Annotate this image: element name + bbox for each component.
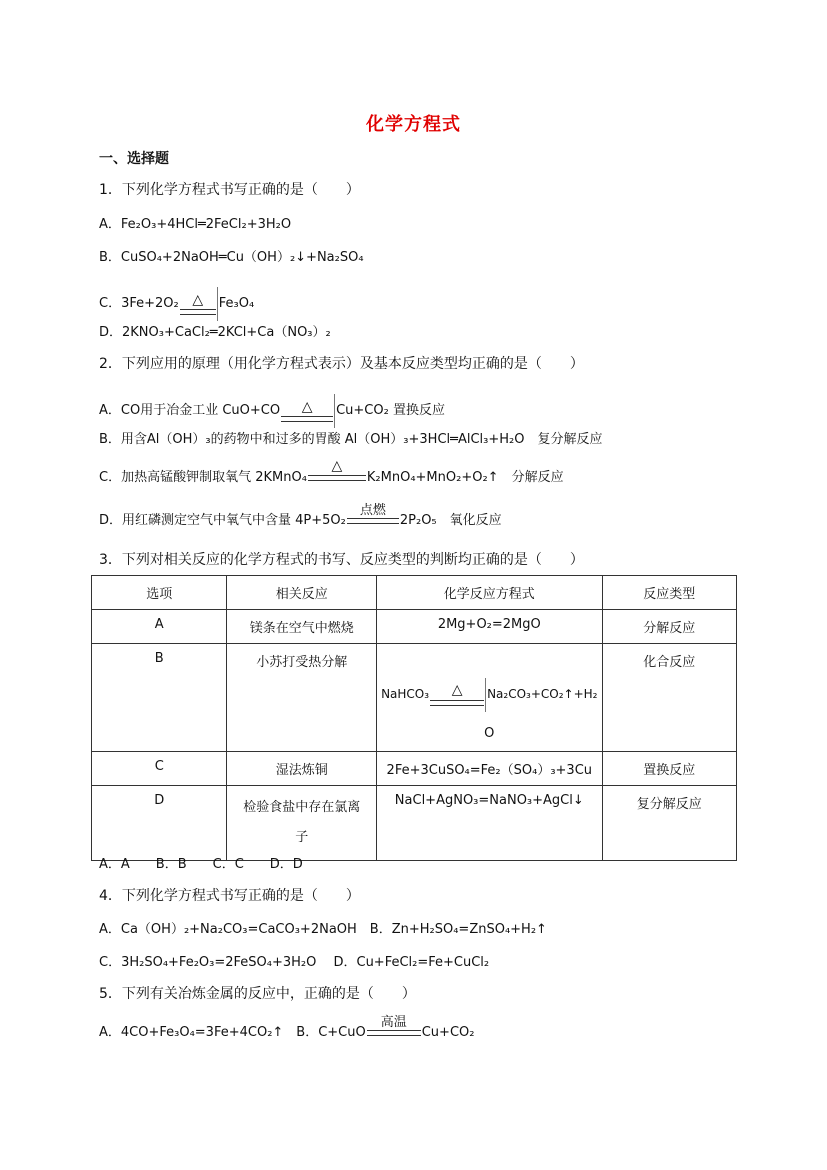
q2-c-products: K₂MnO₄+MnO₂+O₂↑ 分解反应 (366, 470, 564, 485)
cell-option: A (92, 610, 227, 644)
q5-stem: 5．下列有关冶炼金属的反应中，正确的是（ ） (99, 986, 416, 1002)
q1-c-reactants: C．3Fe+2O₂ (99, 296, 179, 311)
cell-option: B (92, 644, 227, 752)
page-title: 化学方程式 (366, 114, 461, 135)
section-heading: 一、选择题 (99, 151, 169, 167)
q4-stem: 4．下列化学方程式书写正确的是（ ） (99, 888, 360, 904)
cell-type: 分解反应 (602, 610, 737, 644)
cell-equation: 2Fe+3CuSO₄=Fe₂（SO₄）₃+3Cu (377, 752, 602, 786)
heat-symbol: △ (331, 458, 343, 474)
reaction-condition (347, 503, 399, 530)
header-equation: 化学反应方程式 (377, 576, 602, 610)
heat-symbol: △ (451, 681, 463, 698)
eq-wrap: O (484, 725, 495, 741)
q2-d-reactants: D．用红磷测定空气中氧气中含量 4P+5O₂ (99, 513, 346, 528)
q2-a-products: Cu+CO₂ 置换反应 (336, 403, 445, 418)
cell-type: 复分解反应 (602, 786, 737, 861)
cell-equation: 2Mg+O₂=2MgO (377, 610, 602, 644)
q1-option-c (99, 287, 254, 321)
table-row (92, 610, 737, 644)
q4-options-cd: C．3H₂SO₄+Fe₂O₃=2FeSO₄+3H₂O D．Cu+FeCl₂=Fe+CuCl₂ (99, 955, 490, 970)
cell-type: 化合反应 (602, 644, 737, 752)
q5-option-a: A．4CO+Fe₃O₄=3Fe+4CO₂↑ B．C+CuO (99, 1025, 366, 1040)
heat-symbol: △ (301, 399, 313, 415)
table-row (92, 644, 737, 752)
q4-options-ab: A．Ca（OH）₂+Na₂CO₃=CaCO₃+2NaOH B．Zn+H₂SO₄=ZnSO₄+H₂↑ (99, 922, 547, 937)
cell-type: 置换反应 (602, 752, 737, 786)
q2-option-d (99, 503, 502, 530)
header-reaction: 相关反应 (227, 576, 377, 610)
q3-table (91, 575, 737, 861)
ignite-label: 点燃 (359, 503, 386, 518)
reaction-condition (308, 458, 366, 487)
header-option: 选项 (92, 576, 227, 610)
q5-options (99, 1015, 475, 1042)
cell-reaction: 湿法炼铜 (227, 752, 377, 786)
cell-reaction: 小苏打受热分解 (227, 644, 377, 752)
q1-option-d: D．2KNO₃+CaCl₂═2KCl+Ca（NO₃）₂ (99, 325, 331, 340)
reaction-condition (180, 292, 216, 321)
cell-reaction: 镁条在空气中燃烧 (227, 610, 377, 644)
q2-option-c (99, 458, 564, 487)
q3-stem: 3．下列对相关反应的化学方程式的书写、反应类型的判断均正确的是（ ） (99, 552, 584, 568)
reaction-condition (367, 1015, 421, 1042)
q5-b-products: Cu+CO₂ (421, 1025, 475, 1040)
eq-products: Na₂CO₃+CO₂↑+H₂ (487, 686, 598, 701)
heat-symbol: △ (192, 292, 204, 308)
table-row (92, 752, 737, 786)
table-header-row (92, 576, 737, 610)
cell-option: D (92, 786, 227, 861)
cell-option: C (92, 752, 227, 786)
header-type: 反应类型 (602, 576, 737, 610)
reaction-condition (430, 681, 484, 712)
cell-equation (377, 644, 602, 752)
q3-options: A．A B．B C．C D．D (99, 857, 303, 872)
table-row (92, 786, 737, 861)
cell-equation: NaCl+AgNO₃=NaNO₃+AgCl↓ (377, 786, 602, 861)
q2-d-products: 2P₂O₅ 氧化反应 (399, 513, 502, 528)
q1-option-b: B．CuSO₄+2NaOH═Cu（OH）₂↓+Na₂SO₄ (99, 250, 364, 265)
q1-stem: 1．下列化学方程式书写正确的是（ ） (99, 182, 360, 198)
q2-option-b: B．用含Al（OH）₃的药物中和过多的胃酸 Al（OH）₃+3HCl═AlCl₃+H₂O 复分解反应 (99, 432, 603, 447)
cell-reaction: 检验食盐中存在氯离子 (227, 786, 377, 861)
q2-stem: 2．下列应用的原理（用化学方程式表示）及基本反应类型均正确的是（ ） (99, 356, 584, 372)
high-temp-label: 高温 (380, 1015, 407, 1030)
q1-c-products: Fe₃O₄ (218, 296, 255, 311)
reaction-condition (281, 399, 333, 428)
q1-option-a: A．Fe₂O₃+4HCl═2FeCl₂+3H₂O (99, 217, 292, 232)
q2-c-reactants: C．加热高锰酸钾制取氧气 2KMnO₄ (99, 470, 307, 485)
q2-option-a (99, 394, 445, 428)
eq-reactants: NaHCO₃ (381, 686, 430, 701)
q2-a-reactants: A．CO用于冶金工业 CuO+CO (99, 403, 281, 418)
